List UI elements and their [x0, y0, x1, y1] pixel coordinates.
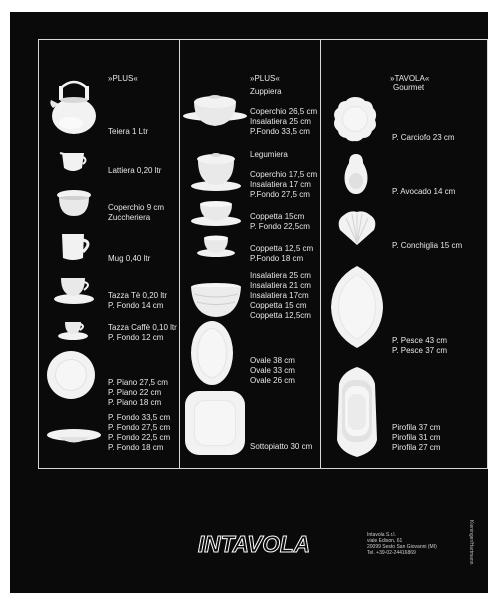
- deep-plate-line-2: P. Fondo 27,5 cm: [108, 423, 171, 432]
- flat-plate-line-1: P. Piano 27,5 cm: [108, 378, 168, 387]
- tureen-line-2: Coperchio 26,5 cm: [250, 107, 318, 116]
- address-line-4: Tel. +39-02-24416869: [367, 550, 416, 556]
- small-bowl-line-2: P. Fondo 22,5cm: [250, 222, 310, 231]
- address-line-2: viale Edison, 61: [367, 538, 403, 544]
- oval-platter-line-1: Ovale 38 cm: [250, 356, 295, 365]
- mug-label: Mug 0,40 ltr: [108, 254, 151, 263]
- oval-platter-line-3: Ovale 26 cm: [250, 376, 295, 385]
- creamer-label: Lattiera 0,20 ltr: [108, 166, 162, 175]
- oval-platter-icon: [190, 320, 234, 386]
- baking-dish-line-2: Pirofila 31 cm: [392, 433, 441, 442]
- address-line-3: 20099 Sesto San Giovanni (MI): [367, 544, 437, 550]
- fish-plate-line-1: P. Pesce 43 cm: [392, 336, 447, 345]
- avocado-dish-label: P. Avocado 14 cm: [392, 187, 456, 196]
- tea-cup-icon: [52, 275, 96, 305]
- baking-dish-line-1: Pirofila 37 cm: [392, 423, 441, 432]
- deep-plate-icon: [46, 428, 102, 446]
- teapot-icon: [47, 78, 101, 136]
- salad-bowls-line-2: Insalatiera 21 cm: [250, 281, 311, 290]
- col3-heading: »TAVOLA«: [390, 74, 430, 83]
- intavola-logo: [196, 528, 312, 558]
- tea-cup-line-1: Tazza Tè 0,20 ltr: [108, 291, 167, 300]
- oval-platter-line-2: Ovale 33 cm: [250, 366, 295, 375]
- column-divider-2: [320, 39, 321, 469]
- small-bowl-line-1: Coppetta 15cm: [250, 212, 305, 221]
- vegetable-dish-line-1: Legumiera: [250, 150, 288, 159]
- deep-plate-line-1: P. Fondo 33,5 cm: [108, 413, 171, 422]
- mug-icon: [60, 232, 94, 262]
- shell-dish-icon: [336, 210, 378, 246]
- artichoke-plate-icon: [332, 96, 378, 142]
- teapot-label: Teiera 1 Ltr: [108, 127, 149, 136]
- fish-plate-icon: [330, 265, 384, 349]
- vegetable-dish-line-4: P.Fondo 27,5 cm: [250, 190, 310, 199]
- sugar-bowl-line-1: Coperchio 9 cm: [108, 203, 165, 212]
- avocado-dish-icon: [342, 153, 370, 195]
- deep-plate-line-3: P. Fondo 22,5 cm: [108, 433, 171, 442]
- fish-plate-line-2: P. Pesce 37 cm: [392, 346, 447, 355]
- sugar-bowl-line-2: Zuccheriera: [108, 213, 151, 222]
- tea-cup-line-2: P. Fondo 14 cm: [108, 301, 164, 310]
- flat-plate-line-2: P. Piano 22 cm: [108, 388, 162, 397]
- tiny-bowl-icon: [196, 235, 236, 259]
- salad-bowls-line-1: Insalatiera 25 cm: [250, 271, 311, 280]
- vegetable-dish-line-3: Insalatiera 17 cm: [250, 180, 311, 189]
- salad-bowls-line-4: Coppetta 15 cm: [250, 301, 307, 310]
- vegetable-dish-icon: [190, 148, 242, 194]
- credit-vertical: Kieninger/Hartmann: [468, 520, 474, 565]
- tureen-line-1: Zuppiera: [250, 87, 282, 96]
- coffee-cup-line-1: Tazza Caffè 0,10 ltr: [108, 323, 177, 332]
- vegetable-dish-line-2: Coperchio 17,5 cm: [250, 170, 318, 179]
- tureen-line-4: P.Fondo 33,5 cm: [250, 127, 310, 136]
- artichoke-plate-label: P. Carciofo 23 cm: [392, 133, 455, 142]
- salad-bowls-line-3: Insalatiera 17cm: [250, 291, 309, 300]
- charger-plate-label: Sottopiatto 30 cm: [250, 442, 313, 451]
- tureen-line-3: Insalatiera 25 cm: [250, 117, 311, 126]
- col3-subheading: Gourmet: [393, 83, 425, 92]
- baking-dish-line-3: Pirofila 27 cm: [392, 443, 441, 452]
- baking-dish-icon: [334, 366, 380, 458]
- soup-tureen-icon: [182, 92, 248, 134]
- creamer-icon: [58, 148, 88, 174]
- flat-plate-icon: [46, 350, 96, 400]
- coffee-cup-line-2: P. Fondo 12 cm: [108, 333, 164, 342]
- coffee-cup-icon: [57, 319, 89, 341]
- deep-plate-line-4: P. Fondo 18 cm: [108, 443, 164, 452]
- sugar-bowl-icon: [56, 188, 92, 218]
- shell-dish-label: P. Conchiglia 15 cm: [392, 241, 463, 250]
- column-divider-1: [179, 39, 180, 469]
- charger-plate-icon: [184, 390, 246, 456]
- intavola-logo-text: INTAVOLA: [198, 531, 310, 557]
- flat-plate-line-3: P. Piano 18 cm: [108, 398, 162, 407]
- small-bowl-icon: [190, 200, 242, 228]
- salad-bowls-icon: [190, 282, 242, 318]
- col1-heading: »PLUS«: [108, 74, 138, 83]
- tiny-bowl-line-1: Coppetta 12,5 cm: [250, 244, 314, 253]
- tiny-bowl-line-2: P.Fondo 18 cm: [250, 254, 304, 263]
- address-line-1: Intavola S.r.l.: [367, 532, 396, 538]
- salad-bowls-line-5: Coppetta 12,5cm: [250, 311, 311, 320]
- col2-heading: »PLUS«: [250, 74, 280, 83]
